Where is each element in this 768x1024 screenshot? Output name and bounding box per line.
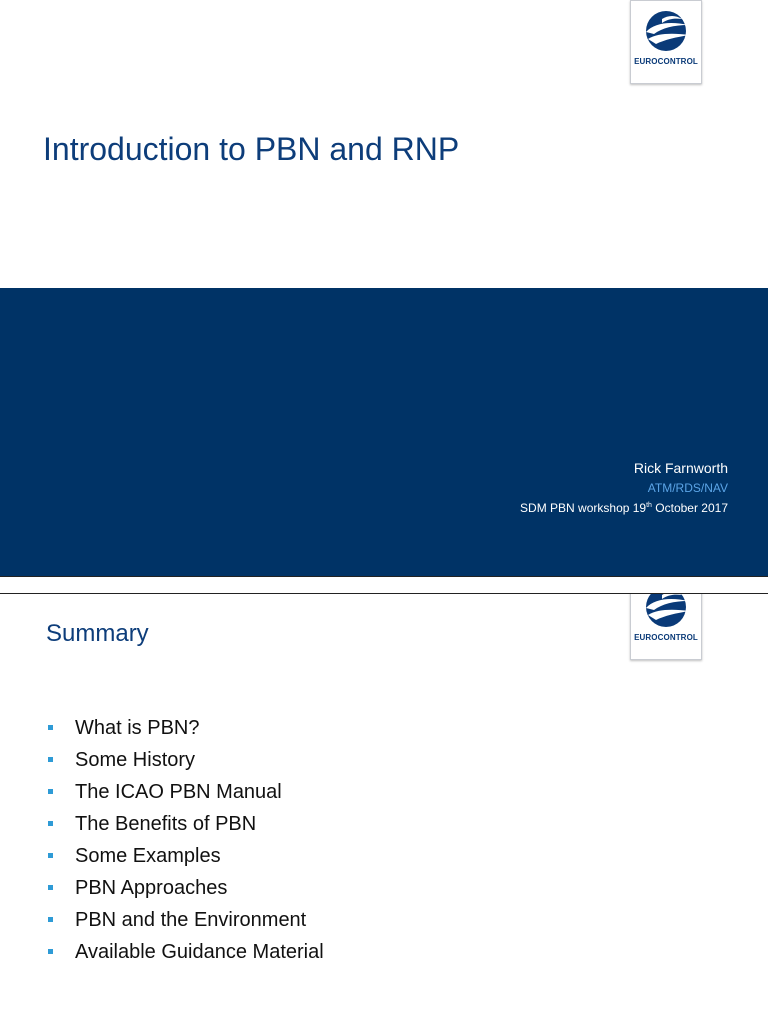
presenter-block bbox=[520, 460, 728, 515]
bullet-square-icon bbox=[48, 853, 53, 858]
bullet-square-icon bbox=[48, 821, 53, 826]
list-item bbox=[47, 936, 324, 968]
eurocontrol-emblem-icon bbox=[640, 594, 692, 629]
event-line bbox=[520, 501, 728, 515]
bullet-square-icon bbox=[48, 725, 53, 730]
logo-wordmark: EUROCONTROL bbox=[634, 633, 698, 642]
title-band bbox=[0, 288, 768, 576]
list-item bbox=[47, 904, 324, 936]
eurocontrol-logo bbox=[630, 594, 702, 660]
summary-slide bbox=[0, 594, 768, 1024]
summary-list bbox=[47, 712, 324, 968]
slide-divider bbox=[0, 576, 768, 594]
list-item-text: PBN Approaches bbox=[75, 877, 228, 899]
bullet-square-icon bbox=[48, 885, 53, 890]
list-item-text: What is PBN? bbox=[75, 717, 200, 739]
list-item-text: Some History bbox=[75, 749, 196, 771]
list-item bbox=[47, 744, 324, 776]
summary-title: Summary bbox=[46, 620, 149, 647]
event-ordinal-suffix: th bbox=[646, 502, 652, 509]
presenter-department: ATM/RDS/NAV bbox=[647, 481, 728, 495]
list-item bbox=[47, 712, 324, 744]
event-text-after: October 2017 bbox=[651, 501, 728, 515]
bullet-square-icon bbox=[48, 789, 53, 794]
presentation-title: Introduction to PBN and RNP bbox=[43, 131, 460, 167]
bullet-square-icon bbox=[48, 949, 53, 954]
event-text-before: SDM PBN workshop 19 bbox=[520, 501, 647, 515]
bullet-square-icon bbox=[48, 757, 53, 762]
list-item bbox=[47, 872, 324, 904]
list-item-text: PBN and the Environment bbox=[75, 909, 307, 931]
eurocontrol-emblem-icon bbox=[640, 9, 692, 53]
list-item bbox=[47, 776, 324, 808]
list-item bbox=[47, 840, 324, 872]
list-item bbox=[47, 808, 324, 840]
list-item-text: Available Guidance Material bbox=[75, 941, 324, 963]
eurocontrol-logo bbox=[630, 0, 702, 84]
presenter-name: Rick Farnworth bbox=[633, 460, 728, 476]
bullet-square-icon bbox=[48, 917, 53, 922]
list-item-text: The ICAO PBN Manual bbox=[75, 781, 282, 803]
list-item-text: The Benefits of PBN bbox=[75, 813, 257, 835]
list-item-text: Some Examples bbox=[75, 845, 221, 867]
logo-wordmark: EUROCONTROL bbox=[634, 57, 698, 66]
